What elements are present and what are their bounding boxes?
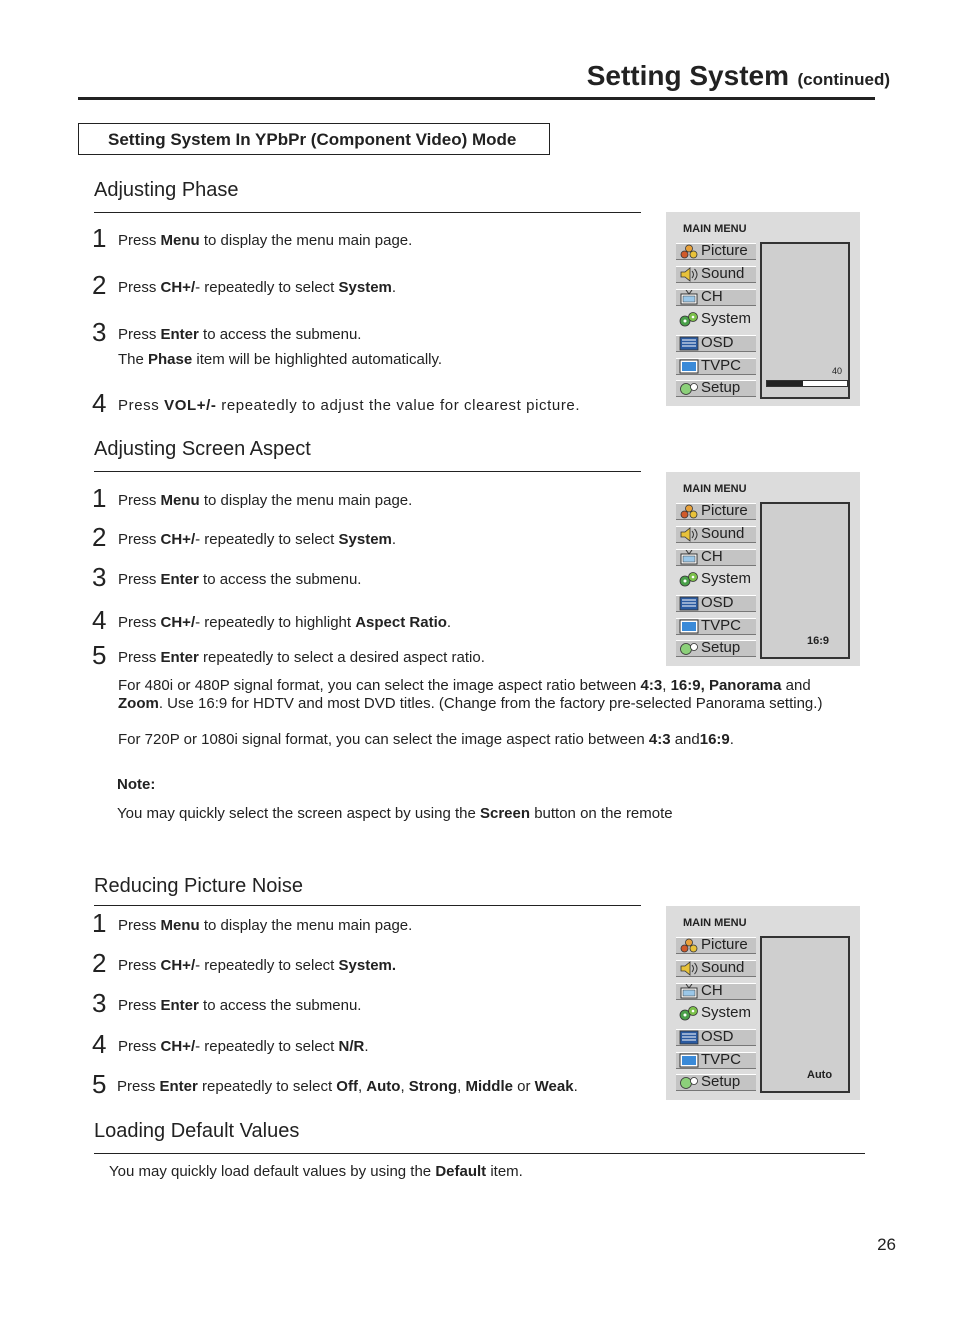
menu-item-ch <box>676 983 756 1000</box>
menu-item-label: TVPC <box>701 1051 742 1068</box>
system-icon <box>679 312 699 327</box>
menu-item-picture <box>676 243 756 260</box>
page-number: 26 <box>877 1235 896 1254</box>
tvpc-icon <box>679 1053 699 1068</box>
section-divider <box>94 905 641 906</box>
note-label: Note: <box>117 776 156 793</box>
main-menu-screenshot-aspect <box>666 472 860 666</box>
section-divider <box>94 471 641 472</box>
step-text: Press CH+/- repeatedly to select System. <box>118 531 397 548</box>
section-title-aspect: Adjusting Screen Aspect <box>94 438 311 460</box>
setup-icon <box>679 381 699 396</box>
phase-slider <box>766 380 848 387</box>
menu-item-picture <box>676 937 756 954</box>
menu-item-label: Sound <box>701 959 745 976</box>
step-number: 3 <box>92 317 107 347</box>
submenu-area <box>760 502 850 659</box>
system-icon <box>679 1006 699 1021</box>
menu-title: MAIN MENU <box>683 917 747 929</box>
menu-item-label: System <box>701 570 752 587</box>
sound-icon <box>679 527 699 542</box>
submenu-area <box>760 936 850 1093</box>
menu-item-label: TVPC <box>701 357 742 374</box>
aspect-480-paragraph: For 480i or 480P signal format, you can select the image aspect ratio between 4:3, 16:9, Panorama and Zoom. Use 16:9 for HDTV and most DVD titles. (Change from the factory pre-selected Panorama setting.) <box>118 677 823 712</box>
step-text: Press Menu to display the menu main page. <box>118 917 413 934</box>
menu-item-label: Sound <box>701 265 745 282</box>
menu-item-label: OSD <box>701 594 734 611</box>
osd-icon <box>679 336 699 351</box>
system-icon <box>679 572 699 587</box>
menu-item-system <box>676 1005 756 1022</box>
menu-item-osd <box>676 595 756 612</box>
menu-item-setup <box>676 640 756 657</box>
menu-item-setup <box>676 380 756 397</box>
ch-icon <box>679 984 699 999</box>
menu-item-sound <box>676 526 756 543</box>
sound-icon <box>679 267 699 282</box>
step-number: 3 <box>92 562 107 592</box>
step-text: Press CH+/- repeatedly to select N/R. <box>118 1038 369 1055</box>
osd-icon <box>679 596 699 611</box>
osd-icon <box>679 1030 699 1045</box>
menu-item-label: Picture <box>701 502 748 519</box>
step-number: 5 <box>92 640 107 670</box>
menu-item-tvpc <box>676 1052 756 1069</box>
menu-item-osd <box>676 335 756 352</box>
step-text: Press Enter repeatedly to select Off, Auto, Strong, Middle or Weak. <box>117 1078 578 1095</box>
menu-item-setup <box>676 1074 756 1091</box>
step-text: Press Enter repeatedly to select a desired aspect ratio. <box>118 649 485 666</box>
step-number: 2 <box>92 522 107 552</box>
tvpc-icon <box>679 359 699 374</box>
page-title <box>587 60 890 92</box>
step-number: 1 <box>92 483 107 513</box>
menu-item-label: CH <box>701 288 723 305</box>
menu-item-label: Setup <box>701 639 741 656</box>
menu-item-label: System <box>701 310 752 327</box>
menu-item-osd <box>676 1029 756 1046</box>
menu-item-label: Picture <box>701 242 748 259</box>
menu-item-label: System <box>701 1004 752 1021</box>
menu-item-label: OSD <box>701 334 734 351</box>
step-text: Press CH+/- repeatedly to select System. <box>118 279 397 296</box>
phase-slider-fill <box>767 381 803 386</box>
menu-item-label: CH <box>701 548 723 565</box>
section-title-phase: Adjusting Phase <box>94 179 239 201</box>
step-text: Press Menu to display the menu main page. <box>118 492 413 509</box>
step-text: Press CH+/- repeatedly to highlight Aspect Ratio. <box>118 614 452 631</box>
menu-item-sound <box>676 266 756 283</box>
title-continued: (continued) <box>797 70 890 89</box>
menu-item-tvpc <box>676 358 756 375</box>
menu-item-ch <box>676 549 756 566</box>
section-title-defaults: Loading Default Values <box>94 1120 300 1142</box>
mode-heading-box: Setting System In YPbPr (Component Video) Mode <box>78 123 550 155</box>
step-3-subtext: The Phase item will be highlighted automatically. <box>118 351 443 368</box>
phase-value: 40 <box>832 366 843 376</box>
sound-icon <box>679 961 699 976</box>
main-menu-screenshot-noise <box>666 906 860 1100</box>
picture-icon <box>679 244 699 259</box>
section-divider <box>94 1153 865 1154</box>
step-number: 4 <box>92 1029 107 1059</box>
menu-item-tvpc <box>676 618 756 635</box>
picture-icon <box>679 504 699 519</box>
menu-item-label: Setup <box>701 379 741 396</box>
title-text: Setting System <box>586 60 789 91</box>
step-number: 2 <box>92 270 107 300</box>
menu-item-label: Setup <box>701 1073 741 1090</box>
step-text: Press Enter to access the submenu. <box>118 997 362 1014</box>
menu-item-sound <box>676 960 756 977</box>
menu-item-label: Sound <box>701 525 745 542</box>
menu-item-system <box>676 571 756 588</box>
step-number: 1 <box>92 223 107 253</box>
section-title-noise: Reducing Picture Noise <box>94 875 303 897</box>
step-text: Press CH+/- repeatedly to select System. <box>118 957 397 974</box>
setup-icon <box>679 1075 699 1090</box>
aspect-value: 16:9 <box>807 635 830 647</box>
step-number: 4 <box>92 605 107 635</box>
step-number: 2 <box>92 948 107 978</box>
picture-icon <box>679 938 699 953</box>
title-divider <box>78 97 875 100</box>
step-number: 5 <box>92 1069 107 1099</box>
ch-icon <box>679 550 699 565</box>
defaults-text: You may quickly load default values by using the Default item. <box>109 1163 523 1180</box>
main-menu-screenshot-phase <box>666 212 860 406</box>
step-text: Press Enter to access the submenu. <box>118 571 362 588</box>
step-text: Press Enter to access the submenu. <box>118 326 362 343</box>
tvpc-icon <box>679 619 699 634</box>
section-divider <box>94 212 641 213</box>
menu-title: MAIN MENU <box>683 223 747 235</box>
menu-item-label: Picture <box>701 936 748 953</box>
menu-title: MAIN MENU <box>683 483 747 495</box>
step-number: 1 <box>92 908 107 938</box>
menu-item-label: CH <box>701 982 723 999</box>
menu-item-label: OSD <box>701 1028 734 1045</box>
menu-item-ch <box>676 289 756 306</box>
menu-item-system <box>676 311 756 328</box>
menu-item-label: TVPC <box>701 617 742 634</box>
step-text: Press Menu to display the menu main page. <box>118 232 413 249</box>
noise-value: Auto <box>807 1069 833 1081</box>
step-text: Press VOL+/- repeatedly to adjust the value for clearest picture. <box>118 397 581 414</box>
step-number: 3 <box>92 988 107 1018</box>
ch-icon <box>679 290 699 305</box>
aspect-720-paragraph: For 720P or 1080i signal format, you can select the image aspect ratio between 4:3 and16:9. <box>118 731 734 748</box>
setup-icon <box>679 641 699 656</box>
note-text: You may quickly select the screen aspect by using the Screen button on the remote <box>117 805 673 822</box>
menu-item-picture <box>676 503 756 520</box>
step-number: 4 <box>92 388 107 418</box>
